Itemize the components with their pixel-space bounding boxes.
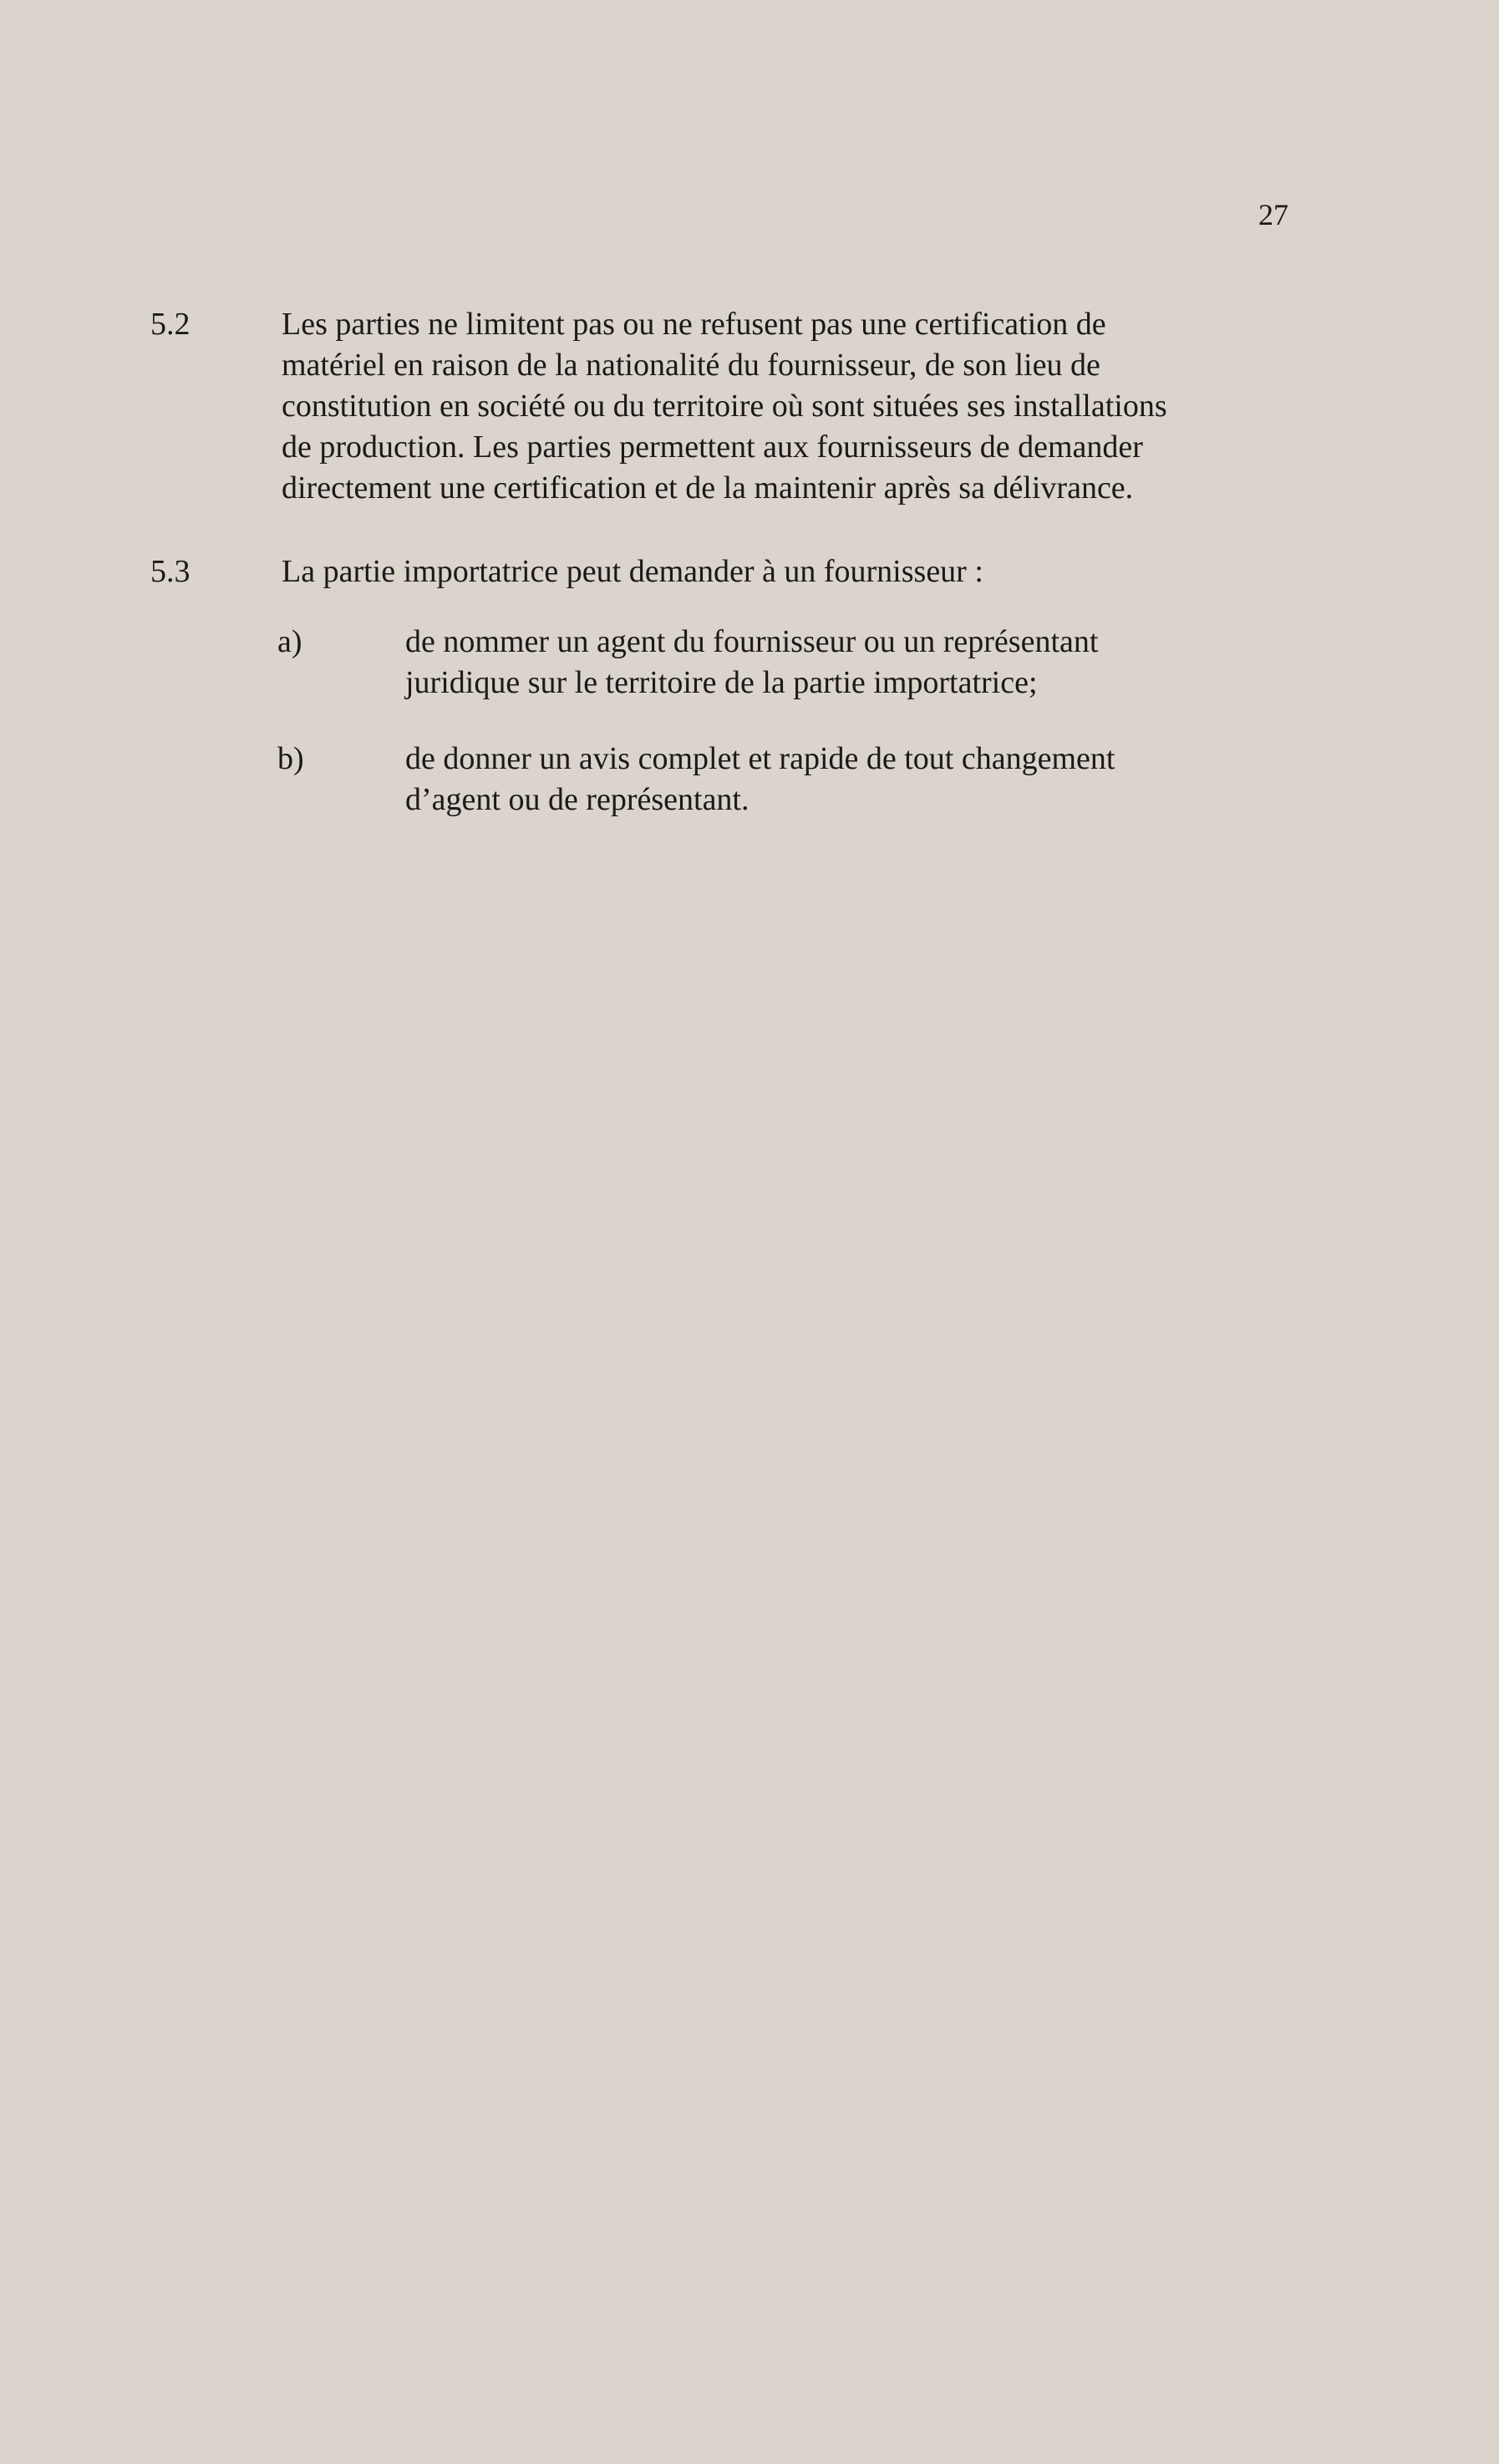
list-item-text [405,739,1324,820]
text-line: de production. Les parties permettent aux fournisseurs de demander [282,429,1143,465]
page-number: 27 [1258,198,1288,231]
text-line: de donner un avis complet et rapide de tout changement [405,741,1115,776]
section-text [282,304,1426,509]
section-text [282,551,1426,592]
section-number: 5.3 [150,554,191,589]
text-line: constitution en société ou du territoire où sont situées ses installations [282,389,1167,424]
text-line: Les parties ne limitent pas ou ne refusent pas une certification de [282,307,1106,342]
text-line: d’agent ou de représentant. [405,782,750,817]
text-line: juridique sur le territoire de la partie importatrice; [405,665,1038,700]
text-line: La partie importatrice peut demander à un fournisseur : [282,554,983,589]
text-line: matériel en raison de la nationalité du fournisseur, de son lieu de [282,348,1100,383]
list-item-letter: a) [277,624,302,659]
section-number: 5.2 [150,307,191,342]
text-line: directement une certification et de la maintenir après sa délivrance. [282,470,1134,506]
list-item-text [405,622,1324,704]
text-line: de nommer un agent du fournisseur ou un représentant [405,624,1099,659]
list-item-letter: b) [277,741,304,776]
